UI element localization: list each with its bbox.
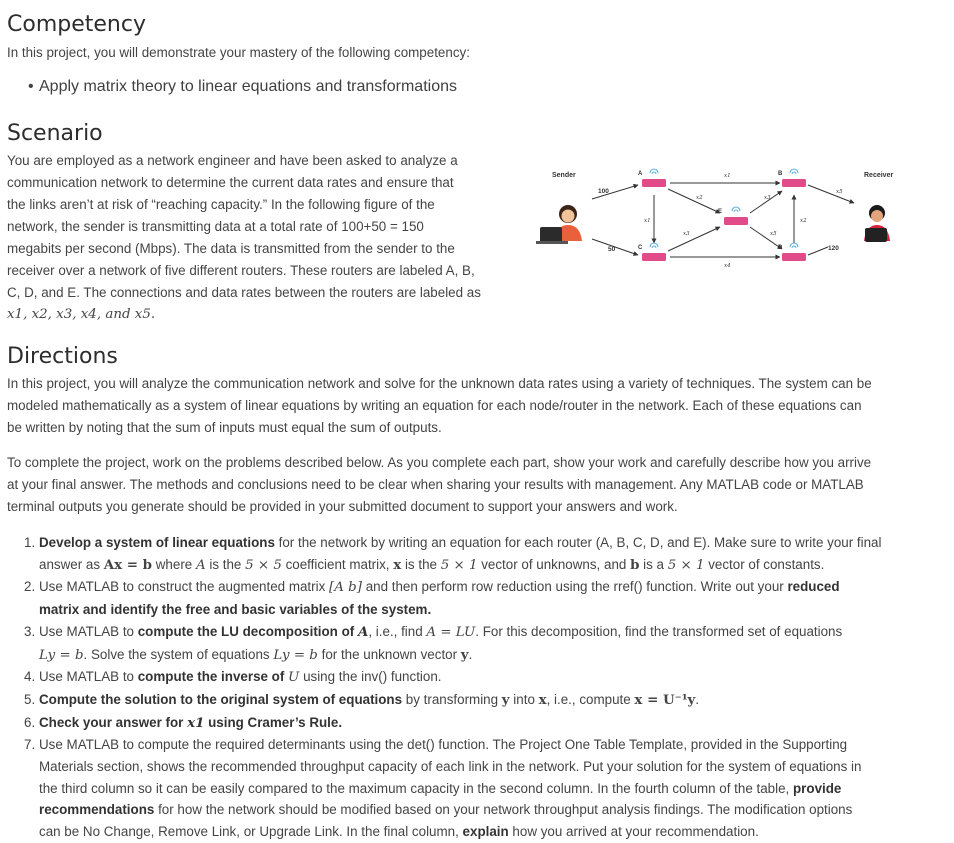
directions-line: To complete the project, work on the problems described below. As you complete each part, show your work and carefully describe how you arrive [7, 455, 872, 470]
directions-para1 [7, 373, 947, 439]
link-label: x1 [724, 173, 731, 179]
router-icon [778, 243, 806, 261]
competency-intro: In this project, you will demonstrate your mastery of the following competency: [7, 45, 470, 60]
svg-text:C: C [638, 245, 643, 251]
scenario-line: receiver over a network of five different routers. These routers are labeled A, B, [7, 263, 475, 278]
scenario-line: You are employed as a network engineer and have been asked to analyze a [7, 153, 458, 168]
directions-list [0, 532, 945, 843]
directions-line: modeled mathematically as a system of linear equations by writing an equation for each node/router in the network. Each of these equations can [7, 398, 862, 413]
rate-in-top: 100 [598, 188, 609, 195]
link-label: x4 [724, 263, 731, 269]
router-icon [638, 243, 666, 261]
rate-out: 120 [828, 245, 839, 252]
rate-in-bottom: 50 [608, 246, 616, 253]
directions-line: In this project, you will analyze the communication network and solve for the unknown data rates using a variety of techniques. The system can be [7, 376, 872, 391]
directions-line: terminal outputs you generate should be provided in your submitted document to support your answers and work. [7, 499, 678, 514]
link-label: x2 [800, 218, 807, 224]
link-label: x1 [644, 218, 651, 224]
link-label: x3 [683, 231, 690, 237]
scenario-line: C, D, and E. The connections and data rates between the routers are labeled as [7, 285, 481, 300]
direction-item-7: 7. Use MATLAB to compute the required determinants using the det() function. The Project One Table Template, provided in the Supporting Materials section, shows the recommended throughput capacity of each link in the network. Put your solution for the system of equations in the third column so it can be easily compared to the maximum capacity in the second column. In the fourth column of the table, provide recommendations for how the network should be modified based on your network throughput analysis findings. The modification options can be No Change, Remove Link, or Upgrade Link. In the final column, explain how you arrived at your recommendation. [24, 737, 862, 840]
svg-text:E: E [718, 209, 723, 215]
network-figure [532, 155, 942, 285]
router-icon [638, 169, 666, 187]
scenario-line: network, the sender is transmitting data at a total rate of 100+50 = 150 [7, 219, 424, 234]
link-label: x2 [696, 195, 703, 201]
competency-list [7, 78, 457, 96]
scenario-vars: x1, x2, x3, x4, and x5. [7, 307, 156, 322]
receiver-label: Receiver [864, 172, 894, 179]
competency-bullet: • Apply matrix theory to linear equations and transformations [7, 78, 457, 96]
direction-item-2: 2. Use MATLAB to construct the augmented matrix [A b] and then perform row reduction using the rref() function. Write out your reduced matrix and identify the free and basic variables of the system. [24, 579, 840, 618]
sender-person-icon [536, 205, 582, 244]
sender-label: Sender [552, 172, 576, 179]
link-label: x3 [764, 195, 771, 201]
router-icon [778, 169, 806, 187]
directions-line: be written by noting that the sum of inputs must equal the sum of outputs. [7, 420, 442, 435]
direction-item-1: 1. Develop a system of linear equations for the network by writing an equation for each router (A, B, C, D, and E). Make sure to write your final answer as Ax = b where A is the 5 × 5 coefficient matrix, x is the 5 × 1 vector of unknowns, and b is a 5 × 1 vector of constants. [24, 535, 882, 573]
directions-heading: Directions [7, 344, 118, 369]
scenario-line: communication network to determine the current data rates and ensure that [7, 175, 454, 190]
competency-heading: Competency [7, 12, 146, 37]
scenario-text [7, 150, 527, 326]
svg-text:D: D [778, 245, 783, 251]
svg-text:A: A [638, 171, 643, 177]
directions-line: at your final answer. The methods and conclusions need to be clear when sharing your results with management. Any MATLAB code or MATLAB [7, 477, 864, 492]
direction-item-5: 5. Compute the solution to the original system of equations by transforming y into x, i.e., compute x = U⁻¹y. [24, 691, 700, 708]
directions-para2 [7, 452, 947, 518]
scenario-heading: Scenario [7, 121, 103, 146]
link-label: x5 [770, 231, 777, 237]
svg-text:B: B [778, 171, 783, 177]
link-label: x5 [836, 189, 843, 195]
router-icon [718, 207, 748, 225]
direction-item-3: 3. Use MATLAB to compute the LU decomposition of A, i.e., find A = LU. For this decomposition, find the transformed set of equations Ly = b. Solve the system of equations Ly = b for the unknown vector y. [24, 623, 843, 663]
direction-item-4: 4. Use MATLAB to compute the inverse of U using the inv() function. [24, 669, 442, 686]
scenario-line: the links aren’t at risk of “reaching capacity.” In the following figure of the [7, 197, 435, 212]
scenario-line: megabits per second (Mbps). The data is transmitted from the sender to the [7, 241, 455, 256]
receiver-person-icon [864, 205, 890, 242]
direction-item-6: 6. Check your answer for x1 using Cramer’s Rule. [24, 714, 343, 731]
